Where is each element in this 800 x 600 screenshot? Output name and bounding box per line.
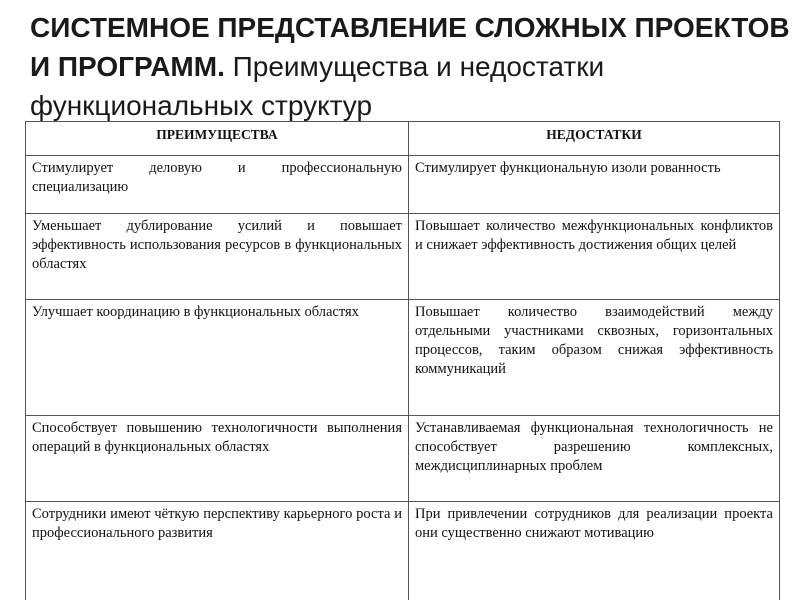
disadvantage-cell: Повышает количество взаимодействий между отдельными участниками сквозных, горизонтальных процессов, таким образом снижая эффективность коммуникаций bbox=[409, 300, 780, 416]
slide-title-subtitle: Преимущества и недостатки функциональных структур bbox=[30, 51, 605, 121]
disadvantage-cell: При привлечении сотрудников для реализации проекта они существенно снижают мотивацию bbox=[409, 502, 780, 600]
table-header-row bbox=[26, 122, 780, 156]
slide-title-bold: СИСТЕМНОЕ ПРЕДСТАВЛЕНИЕ СЛОЖНЫХ ПРОЕКТОВ И ПРОГРАММ. bbox=[30, 12, 790, 82]
table-row bbox=[26, 300, 780, 416]
table-row bbox=[26, 416, 780, 502]
table-row bbox=[26, 502, 780, 600]
disadvantage-cell: Устанавливаемая функциональная технологичность не способствует разрешению комплексных, междисциплинарных проблем bbox=[409, 416, 780, 502]
advantage-cell: Сотрудники имеют чёткую перспективу карьерного роста и профессионального развития bbox=[26, 502, 409, 600]
slide-title bbox=[30, 8, 790, 125]
table-row bbox=[26, 156, 780, 214]
advantage-cell: Стимулирует деловую и профессиональную специализацию bbox=[26, 156, 409, 214]
table-row bbox=[26, 214, 780, 300]
advantage-cell: Способствует повышению технологичности выполнения операций в функциональных областях bbox=[26, 416, 409, 502]
header-advantages: ПРЕИМУЩЕСТВА bbox=[26, 122, 409, 156]
header-disadvantages: НЕДОСТАТКИ bbox=[409, 122, 780, 156]
advantage-cell: Уменьшает дублирование усилий и повышает эффективность использования ресурсов в функциональных областях bbox=[26, 214, 409, 300]
advantage-cell: Улучшает координацию в функциональных областях bbox=[26, 300, 409, 416]
comparison-table bbox=[25, 121, 780, 600]
disadvantage-cell: Стимулирует функциональную изоли рованность bbox=[409, 156, 780, 214]
disadvantage-cell: Повышает количество межфункциональных конфликтов и снижает эффективность достижения общих целей bbox=[409, 214, 780, 300]
